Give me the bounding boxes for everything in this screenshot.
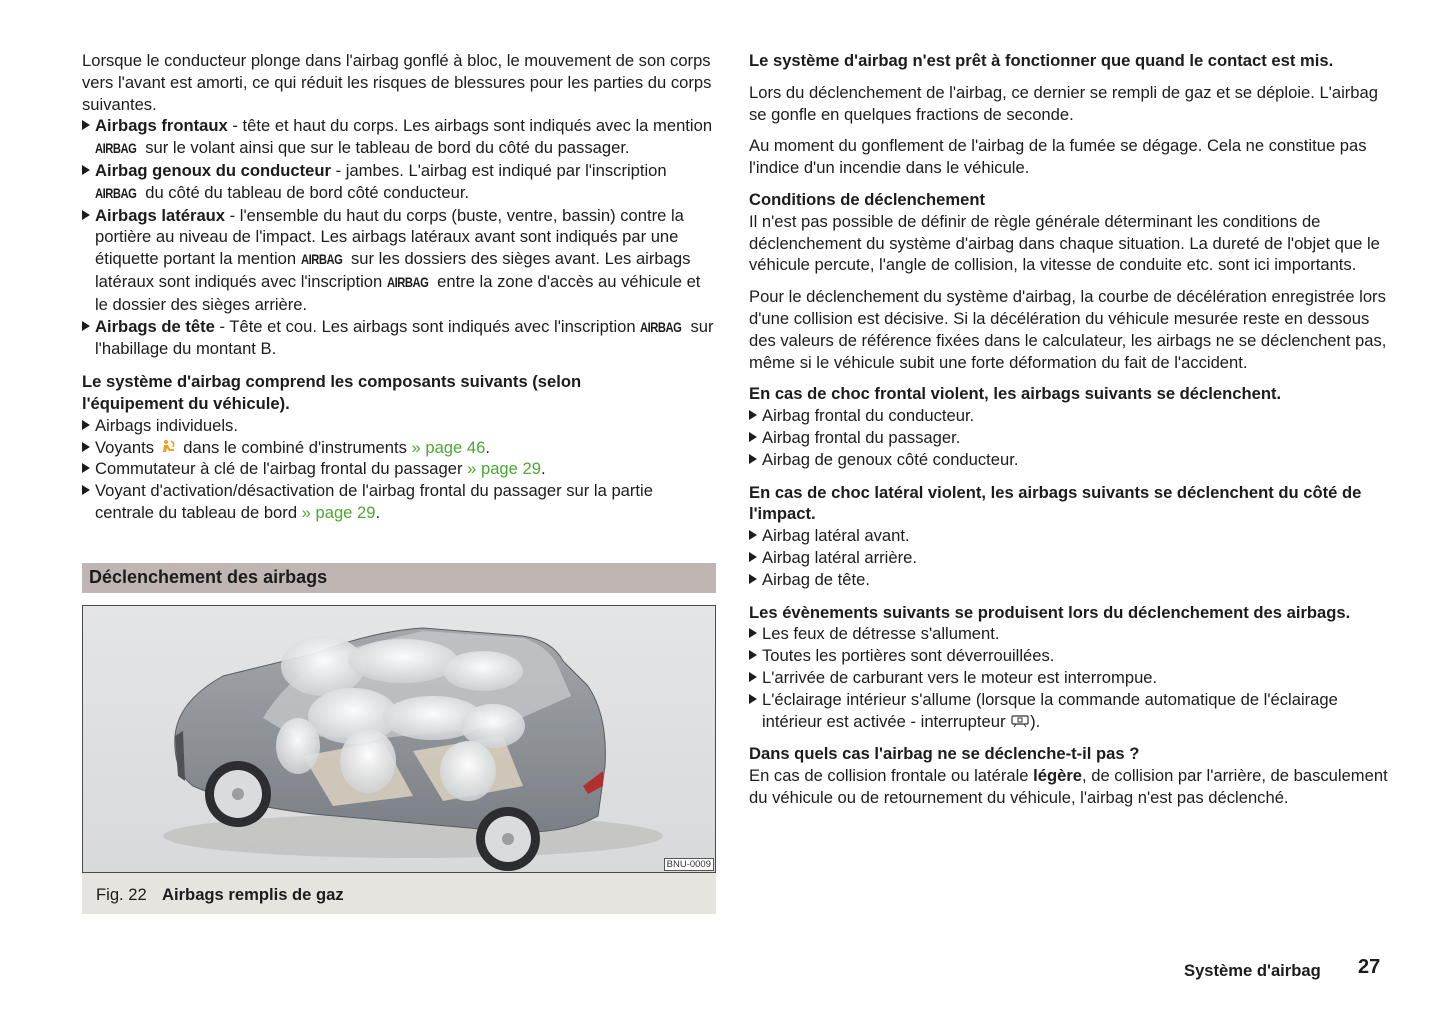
figure-title: Airbags remplis de gaz — [162, 885, 344, 904]
list-item — [749, 427, 1389, 449]
item-text: Airbag frontal du conducteur. — [762, 406, 975, 426]
section-title: Déclenchement des airbags — [89, 567, 328, 587]
list-item — [82, 160, 716, 205]
page-46-link[interactable]: » page 46 — [411, 437, 486, 457]
list-item — [82, 480, 716, 524]
airbag-label-icon: AIRBAG — [640, 318, 682, 335]
airbag-label-icon: AIRBAG — [300, 251, 343, 268]
list-item — [749, 645, 1389, 667]
item-text: L'arrivée de carburant vers le moteur est interrompue. — [762, 667, 1158, 687]
item-text: - jambes. L'airbag est indiqué par l'inscription — [331, 160, 667, 180]
triangle-bullet-icon — [749, 454, 757, 464]
text: , de collision par l'arrière, de basculement du véhicule ou de retournement du véhicule, l'airbag n'est pas déclenché. — [749, 766, 1388, 807]
triangle-bullet-icon — [82, 120, 90, 130]
list-item — [82, 115, 716, 160]
triangle-bullet-icon — [749, 574, 757, 584]
item-text: . — [375, 502, 381, 522]
triangle-bullet-icon — [749, 410, 757, 420]
term-knee: Airbag genoux du conducteur — [95, 160, 332, 180]
footer-chapter-title: Système d'airbag — [1184, 961, 1321, 980]
list-item — [749, 547, 1389, 569]
term-side: Airbags latéraux — [95, 205, 226, 225]
triangle-bullet-icon — [749, 552, 757, 562]
conditions-paragraph: Il n'est pas possible de définir de règle générale déterminant les conditions de déclenchement du système d'airbag dans chaque situation. La dureté de l'objet que le véhicule percute, l'angle de collision, la vitesse de conduite etc. sont ici importants. — [749, 211, 1380, 275]
triangle-bullet-icon — [749, 432, 757, 442]
item-text: - tête et haut du corps. Les airbags sont indiqués avec la mention — [227, 116, 713, 136]
item-text: Airbag latéral avant. — [762, 526, 910, 546]
list-item — [82, 415, 716, 437]
item-text: entre la zone d'accès au véhicule et le dossier des sièges arrière. — [95, 271, 701, 314]
term-frontal: Airbags frontaux — [95, 116, 228, 136]
item-text: dans le combiné d'instruments — [178, 437, 412, 457]
list-item — [82, 205, 716, 316]
airbag-label-icon: AIRBAG — [95, 140, 137, 157]
list-item — [82, 437, 716, 459]
airbag-warning-icon — [161, 439, 177, 455]
item-text: Airbag latéral arrière. — [762, 547, 917, 567]
conditions-heading: Conditions de déclenchement — [749, 189, 986, 209]
events-list — [749, 623, 1389, 732]
emphasis-text: légère — [1033, 766, 1082, 786]
triangle-bullet-icon — [82, 442, 90, 452]
list-item — [749, 667, 1389, 689]
triangle-bullet-icon — [82, 210, 90, 220]
item-text: . — [540, 459, 546, 479]
deploy-paragraph: Lors du déclenchement de l'airbag, ce dernier se rempli de gaz et se déploie. L'airbag se gonfle en quelques fractions de seconde. — [749, 82, 1378, 124]
triangle-bullet-icon — [749, 650, 757, 660]
item-text: Airbags individuels. — [95, 415, 238, 435]
list-item — [749, 449, 1389, 471]
item-text: sur le volant ainsi que sur le tableau de bord du côté du passager. — [140, 138, 630, 158]
frontal-list — [749, 405, 1389, 470]
item-text: Airbag de tête. — [762, 569, 870, 589]
triangle-bullet-icon — [749, 530, 757, 540]
frontal-heading: En cas de choc frontal violent, les airbags suivants se déclenchent. — [749, 384, 1282, 404]
item-text: Voyants — [95, 437, 155, 457]
item-text: L'éclairage intérieur s'allume (lorsque la commande automatique de l'éclairage intérieur est activée - interrupteur — [762, 689, 1338, 731]
triangle-bullet-icon — [82, 321, 90, 331]
triangle-bullet-icon — [749, 672, 757, 682]
car-with-deployed-airbags-illustration — [83, 606, 716, 873]
item-text: - l'ensemble du haut du corps (buste, ventre, bassin) contre la portière au niveau de l'impact. Les airbags latéraux avant sont indiqués par une étiquette portant la mention — [95, 205, 684, 269]
triangle-bullet-icon — [82, 420, 90, 430]
figure-car-airbags — [82, 605, 716, 873]
deceleration-paragraph: Pour le déclenchement du système d'airbag, la courbe de décélération enregistrée lors d'une collision est décisive. Si la décélération du véhicule mesurée reste en dessous des valeurs de référence fixées dans le calculateur, les airbags ne se déclenchent pas, même si le véhicule subit une forte déformation du fait de l'accident. — [749, 287, 1387, 372]
item-text: Commutateur à clé de l'airbag frontal du passager — [95, 459, 468, 479]
airbag-label-icon: AIRBAG — [95, 184, 137, 201]
intro-paragraph: Lorsque le conducteur plonge dans l'airbag gonflé à bloc, le mouvement de son corps vers l'avant est amorti, ce qui réduit les risques de blessures pour les parties du corps suivantes. — [82, 51, 712, 114]
components-heading: Le système d'airbag comprend les composants suivants (selon l'équipement du véhicule). — [82, 372, 582, 413]
item-text: Toutes les portières sont déverrouillées. — [762, 646, 1055, 666]
item-text: . — [485, 437, 490, 457]
item-text: Airbag de genoux côté conducteur. — [762, 449, 1019, 469]
list-item — [749, 569, 1389, 591]
page-number: 27 — [1358, 956, 1381, 978]
item-text: Airbag frontal du passager. — [762, 427, 961, 447]
triangle-bullet-icon — [82, 165, 90, 175]
item-text: du côté du tableau de bord côté conducteur. — [140, 182, 470, 202]
triangle-bullet-icon — [82, 485, 90, 495]
figure-code: BNU-0009 — [664, 858, 714, 871]
lateral-list — [749, 525, 1389, 590]
term-head: Airbags de tête — [95, 316, 215, 336]
figure-number: Fig. 22 — [96, 885, 147, 904]
page-29-link[interactable]: » page 29 — [301, 502, 376, 522]
protection-list — [82, 115, 716, 360]
list-item — [749, 405, 1389, 427]
no-deploy-heading: Dans quels cas l'airbag ne se déclenche-t-il pas ? — [749, 744, 1140, 764]
list-item — [82, 458, 716, 480]
page-29-link[interactable]: » page 29 — [467, 459, 541, 479]
item-text: Voyant d'activation/désactivation de l'airbag frontal du passager sur la partie centrale du tableau de bord — [95, 481, 653, 522]
item-text: sur les dossiers des sièges avant. Les airbags latéraux sont indiqués avec l'inscription — [95, 249, 691, 291]
components-list — [82, 415, 716, 524]
item-text: ). — [1030, 711, 1041, 731]
item-text: Les feux de détresse s'allument. — [762, 624, 1000, 644]
smoke-paragraph: Au moment du gonflement de l'airbag de la fumée se dégage. Cela ne constitue pas l'indice d'un incendie dans le véhicule. — [749, 136, 1367, 178]
airbag-label-icon: AIRBAG — [386, 273, 429, 290]
item-text: - Tête et cou. Les airbags sont indiqués avec l'inscription — [214, 316, 641, 336]
list-item — [749, 623, 1389, 645]
section-header — [82, 563, 716, 593]
triangle-bullet-icon — [749, 694, 757, 704]
lateral-heading: En cas de choc latéral violent, les airbags suivants se déclenchent du côté de l'impact. — [749, 482, 1362, 524]
ready-heading: Le système d'airbag n'est prêt à fonctionner que quand le contact est mis. — [749, 51, 1334, 70]
list-item — [82, 316, 716, 361]
interior-light-switch-icon — [1011, 715, 1029, 728]
no-deploy-paragraph — [749, 765, 1389, 809]
left-column — [82, 50, 716, 524]
right-column — [749, 50, 1389, 809]
triangle-bullet-icon — [82, 463, 90, 473]
figure-caption — [82, 873, 716, 914]
triangle-bullet-icon — [749, 628, 757, 638]
list-item — [749, 525, 1389, 547]
events-heading: Les évènements suivants se produisent lors du déclenchement des airbags. — [749, 602, 1351, 622]
item-text: sur l'habillage du montant B. — [95, 316, 714, 359]
text: En cas de collision frontale ou latérale — [749, 766, 1034, 786]
list-item — [749, 689, 1389, 733]
